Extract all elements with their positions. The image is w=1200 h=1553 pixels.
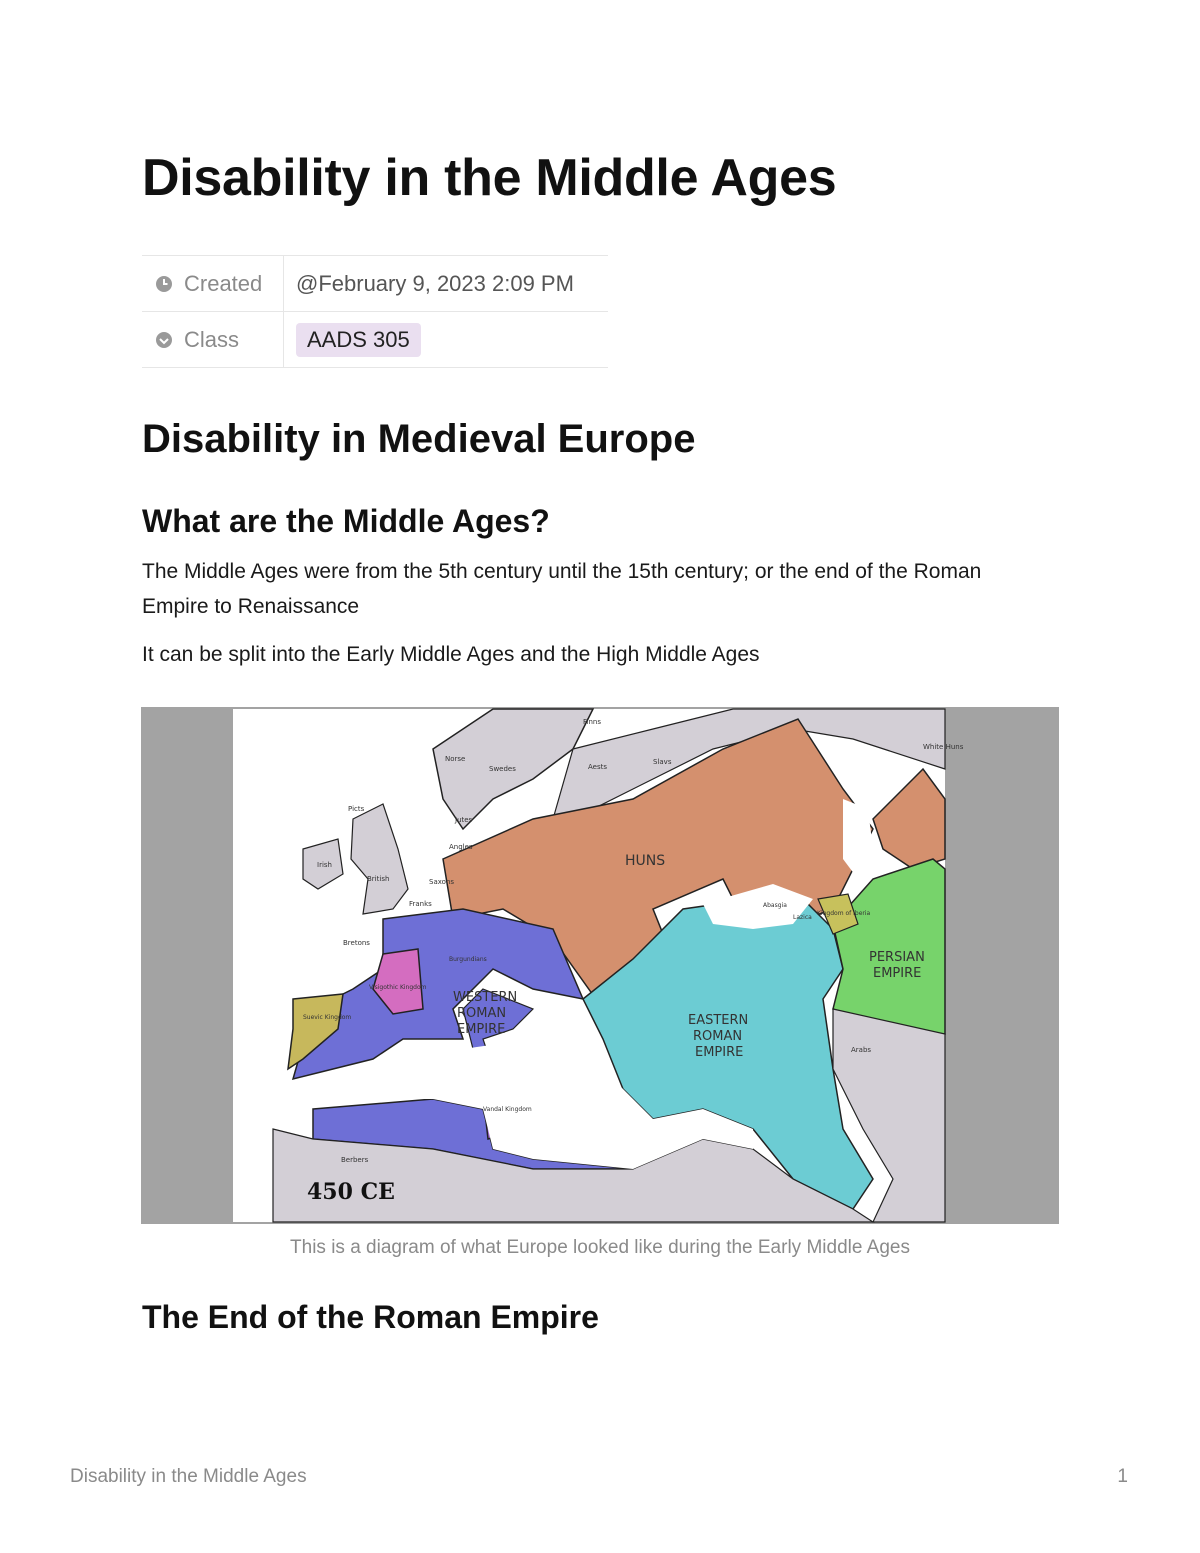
created-value[interactable]: @February 9, 2023 2:09 PM (284, 256, 609, 312)
label-norse: Norse (445, 755, 466, 763)
label-eastern-3: EMPIRE (695, 1045, 744, 1060)
property-row-class (142, 312, 608, 368)
property-row-created (142, 256, 608, 312)
select-icon (154, 330, 174, 350)
page-title: Disability in the Middle Ages (142, 149, 837, 207)
subsection-heading-roman-end: The End of the Roman Empire (142, 1299, 599, 1335)
label-iberia: Kingdom of Iberia (817, 910, 871, 917)
class-tag[interactable]: AADS 305 (296, 323, 421, 357)
figure-caption: This is a diagram of what Europe looked like during the Early Middle Ages (290, 1237, 910, 1258)
properties-table (142, 255, 608, 368)
section-heading: Disability in Medieval Europe (142, 417, 696, 461)
label-slavs: Slavs (653, 758, 672, 766)
europe-450ce-map (233, 709, 964, 1222)
map-year-label: 450 CE (307, 1179, 395, 1205)
label-aests: Aests (588, 763, 608, 771)
label-arabs: Arabs (851, 1046, 872, 1054)
label-saxons: Saxons (429, 878, 455, 886)
label-white-huns: White Huns (923, 743, 964, 751)
label-huns: HUNS (625, 853, 666, 869)
clock-icon (154, 274, 174, 294)
paragraph-middle-ages-dates: The Middle Ages were from the 5th century until the 15th century; or the end of the Roman Empire to Renaissance (142, 560, 982, 618)
label-persian-1: PERSIAN (869, 950, 925, 965)
label-british: British (367, 875, 390, 883)
label-angles: Angles (449, 843, 473, 851)
label-vandal: Vandal Kingdom (483, 1106, 532, 1113)
label-visigothic: Visigothic Kingdom (369, 984, 427, 991)
property-label-created: Created (184, 270, 263, 296)
label-suevic: Suevic Kingdom (303, 1014, 352, 1021)
label-lazica: Lazica (793, 914, 812, 921)
subsection-heading: What are the Middle Ages? (142, 503, 550, 539)
paragraph-middle-ages-split: It can be split into the Early Middle Ages and the High Middle Ages (142, 643, 760, 666)
label-berbers: Berbers (341, 1156, 369, 1164)
label-western-3: EMPIRE (457, 1022, 506, 1037)
property-label-class: Class (184, 326, 240, 352)
label-finns: Finns (583, 718, 601, 726)
footer-page-number: 1 (1117, 1466, 1128, 1487)
label-irish: Irish (317, 861, 332, 869)
label-burgundians: Burgundians (449, 956, 487, 963)
label-abasgia: Abasgia (763, 902, 787, 909)
europe-map-figure (141, 707, 1059, 1224)
label-swedes: Swedes (489, 765, 516, 773)
footer-title: Disability in the Middle Ages (70, 1466, 307, 1487)
label-persian-2: EMPIRE (873, 966, 922, 981)
label-franks: Franks (409, 900, 432, 908)
label-eastern-2: ROMAN (693, 1029, 743, 1044)
label-eastern-1: EASTERN (688, 1013, 749, 1028)
label-picts: Picts (348, 805, 365, 813)
label-bretons: Bretons (343, 939, 370, 947)
label-western-1: WESTERN (453, 990, 518, 1005)
label-jutes: Jutes (455, 816, 473, 824)
label-western-2: ROMAN (457, 1006, 507, 1021)
